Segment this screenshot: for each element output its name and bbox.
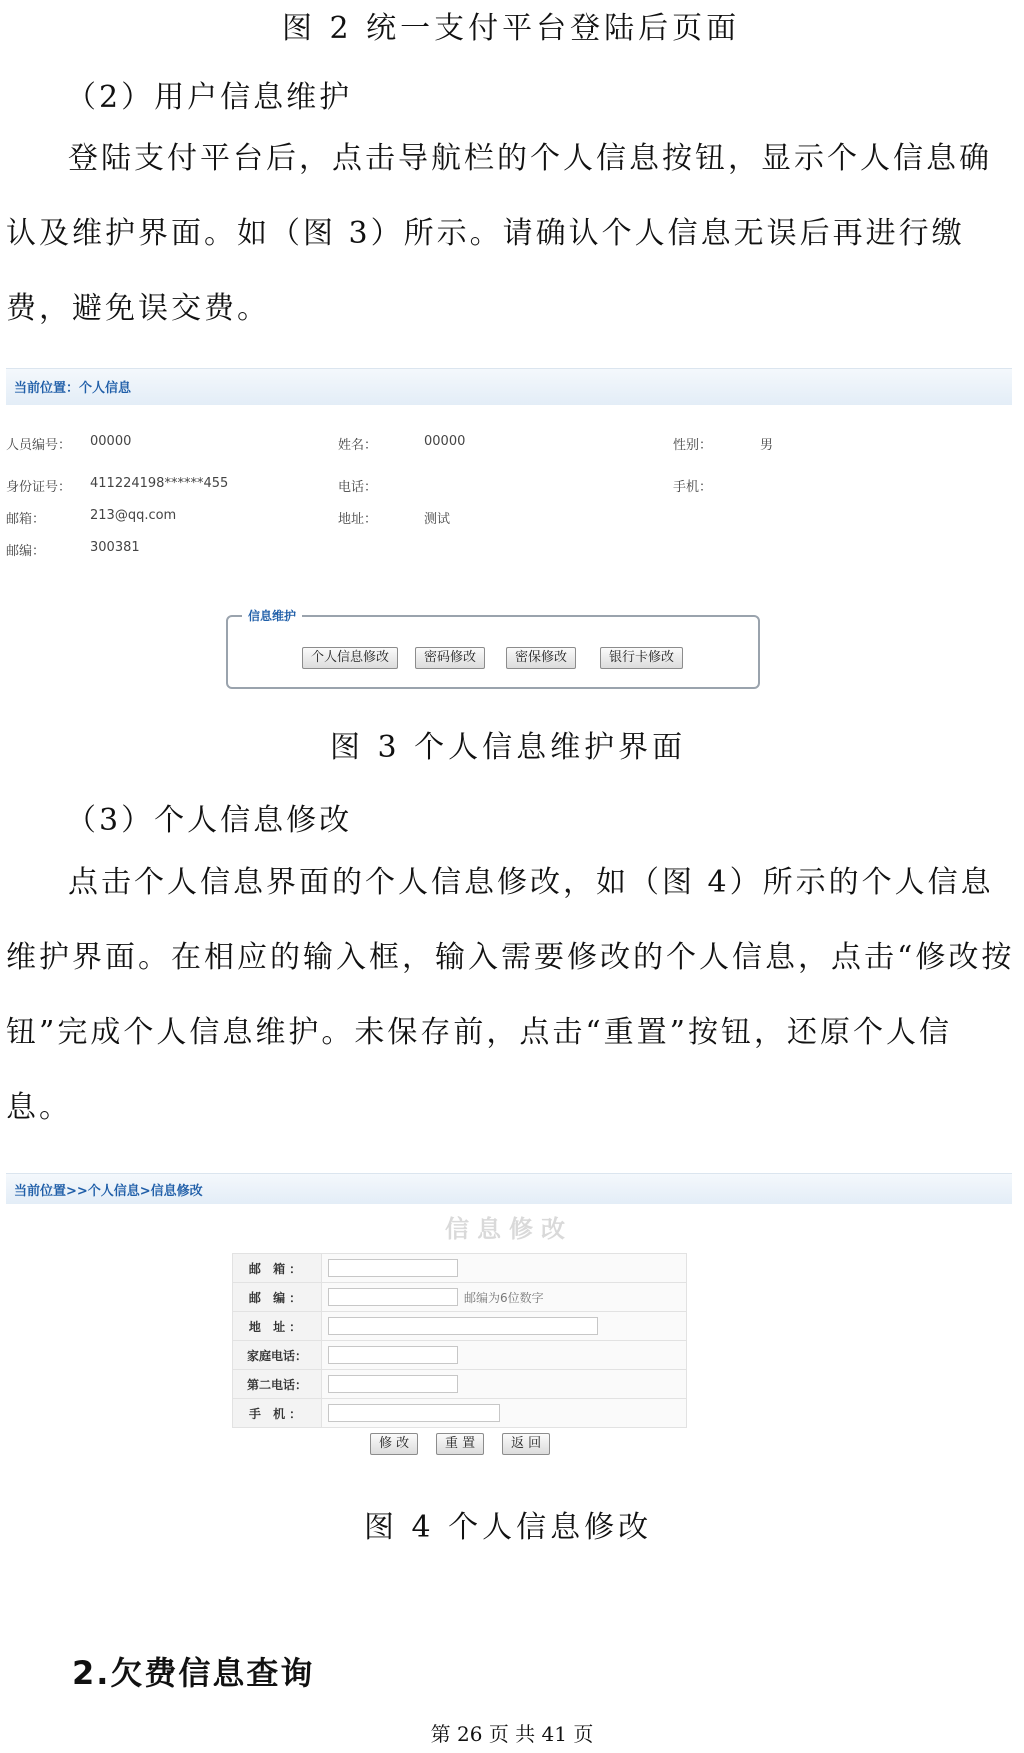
zip-value: 300381 (90, 540, 140, 555)
gender-value: 男 (760, 438, 774, 453)
figure-personal-info (6, 368, 1012, 698)
email-input[interactable] (328, 1259, 458, 1277)
zip-field-label: 邮 编： (233, 1283, 322, 1312)
name-value: 00000 (424, 434, 466, 449)
info-maintenance-group (226, 609, 760, 689)
person-id-value: 00000 (90, 434, 132, 449)
fig2-caption: 图 2 统一支付平台登陆后页面 (282, 11, 741, 46)
section-heading-edit-info: （3）个人信息修改 (66, 803, 353, 838)
breadcrumb-bar (6, 1173, 1012, 1204)
table-row (233, 1312, 687, 1341)
person-id-label: 人员编号： (6, 438, 72, 453)
name-label: 姓名： (338, 438, 378, 453)
zip-input[interactable] (328, 1288, 458, 1306)
email-label: 邮箱： (6, 512, 46, 527)
address-label: 地址： (338, 512, 378, 527)
fig4-caption: 图 4 个人信息修改 (364, 1510, 653, 1545)
edit-password-button[interactable]: 密码修改 (415, 647, 485, 669)
edit-bank-card-button[interactable]: 银行卡修改 (600, 647, 683, 669)
breadcrumb: 当前位置>>个人信息>信息修改 (14, 1184, 203, 1199)
paragraph-user-info: 登陆支付平台后，点击导航栏的个人信息按钮，显示个人信息确认及维护界面。如（图 3）所示。请确认个人信息无误后再进行缴费，避免误交费。 (6, 141, 992, 326)
breadcrumb-bar (6, 368, 1012, 405)
paragraph-edit-info: 点击个人信息界面的个人信息修改，如（图 4）所示的个人信息维护界面。在相应的输入框，输入需要修改的个人信息，点击“修改按钮”完成个人信息维护。未保存前，点击“重置”按钮，还原个人信息。 (6, 865, 1015, 1125)
email-value: 213@qq.com (90, 508, 177, 523)
figure-info-edit (6, 1173, 1012, 1473)
home-phone-field-label: 家庭电话： (233, 1341, 322, 1370)
breadcrumb: 当前位置：个人信息 (14, 381, 132, 396)
section-heading-user-info: （2）用户信息维护 (66, 80, 353, 115)
phone-label: 电话： (338, 480, 378, 495)
table-row (233, 1370, 687, 1399)
mobile-field-label: 手 机： (233, 1399, 322, 1428)
idcard-value: 411224198******455 (90, 476, 229, 491)
submit-button[interactable]: 修 改 (370, 1433, 418, 1455)
edit-personal-info-button[interactable]: 个人信息修改 (302, 647, 398, 669)
edit-security-question-button[interactable]: 密保修改 (506, 647, 576, 669)
zip-label: 邮编： (6, 544, 46, 559)
back-button[interactable]: 返 回 (502, 1433, 550, 1455)
table-row (233, 1254, 687, 1283)
second-phone-input[interactable] (328, 1375, 458, 1393)
mobile-label: 手机： (673, 480, 713, 495)
address-input[interactable] (328, 1317, 598, 1335)
table-row (233, 1399, 687, 1428)
address-field-label: 地 址： (233, 1312, 322, 1341)
form-title: 信息修改 (445, 1215, 573, 1243)
reset-button[interactable]: 重 置 (436, 1433, 484, 1455)
table-row (233, 1341, 687, 1370)
table-row (233, 1283, 687, 1312)
address-value: 测试 (424, 512, 451, 527)
fig3-caption: 图 3 个人信息维护界面 (330, 730, 687, 765)
email-field-label: 邮 箱： (233, 1254, 322, 1283)
gender-label: 性别： (673, 438, 713, 453)
info-maintenance-legend: 信息维护 (242, 607, 302, 624)
second-phone-field-label: 第二电话： (233, 1370, 322, 1399)
page-footer: 第 26 页 共 41 页 (430, 1722, 594, 1746)
home-phone-input[interactable] (328, 1346, 458, 1364)
mobile-input[interactable] (328, 1404, 500, 1422)
zip-hint: 邮编为6位数字 (464, 1290, 544, 1305)
section-title-arrears-query: 2.欠费信息查询 (72, 1654, 315, 1692)
idcard-label: 身份证号： (6, 480, 72, 495)
edit-form-table (232, 1253, 687, 1428)
